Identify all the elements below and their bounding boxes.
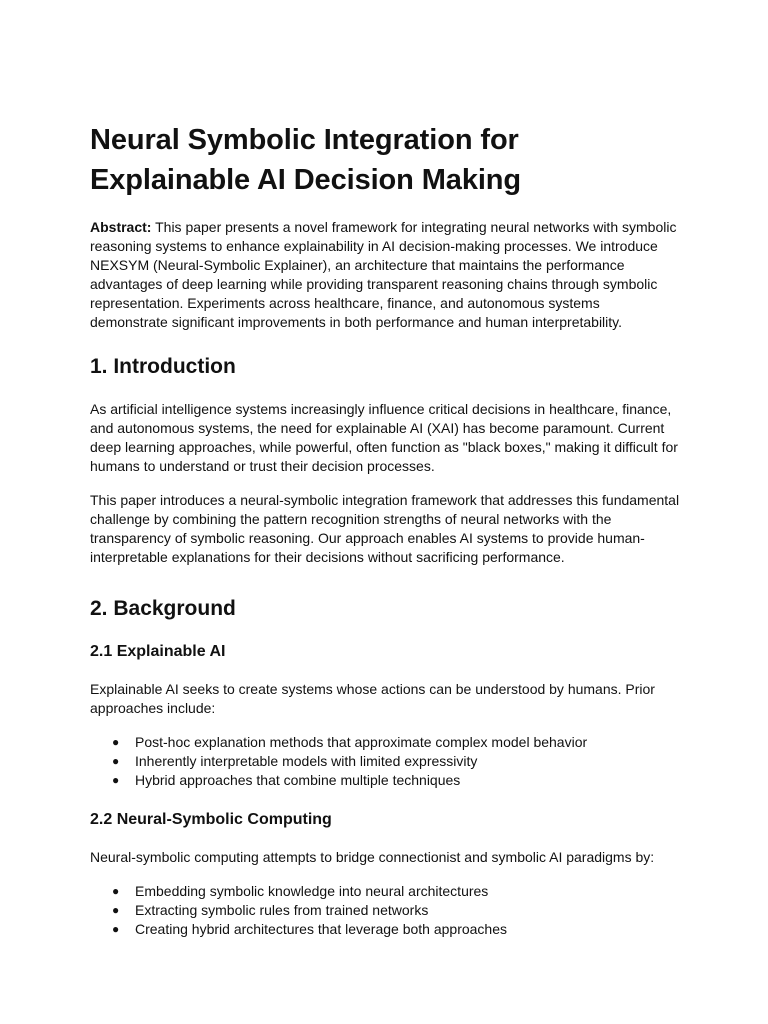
abstract-text: This paper presents a novel framework for integrating neural networks with symbolic reasoning systems to enhance explainability in AI decision-making processes. We introduce NEXSYM (Neural-Symbolic Explainer), an architecture that maintains the performance advantages of deep learning while providing transparent reasoning chains through symbolic representation. Experiments across healthcare, finance, and autonomous systems demonstrate significant improvements in both performance and human interpretability. (90, 219, 677, 330)
list-item: ● Extracting symbolic rules from trained networks (112, 902, 429, 918)
bullet-icon: ● (112, 884, 120, 898)
intro-paragraph-1: As artificial intelligence systems increasingly influence critical decisions in healthcare, finance, and autonomous systems, the need for explainable AI (XAI) has become paramount. Current deep learning approaches, while powerful, often function as "black boxes," making it difficult for humans to understand or trust their decision processes. (90, 401, 678, 474)
list-item: ● Creating hybrid architectures that leverage both approaches (112, 921, 507, 937)
list-item: ● Inherently interpretable models with limited expressivity (112, 753, 478, 769)
abstract (90, 218, 680, 332)
subsection-heading-explainable-ai: 2.1 Explainable AI (90, 643, 226, 660)
subsection-heading-neural-symbolic: 2.2 Neural-Symbolic Computing (90, 811, 332, 828)
bullet-icon: ● (112, 735, 120, 749)
neural-symbolic-list (90, 882, 680, 939)
paper-page (90, 120, 680, 955)
list-item: ● Hybrid approaches that combine multiple techniques (112, 772, 461, 788)
bullet-icon: ● (112, 903, 120, 917)
neural-symbolic-intro: Neural-symbolic computing attempts to bridge connectionist and symbolic AI paradigms by: (90, 849, 655, 865)
explainable-ai-intro: Explainable AI seeks to create systems whose actions can be understood by humans. Prior approaches include: (90, 681, 655, 716)
list-item: ● Post-hoc explanation methods that approximate complex model behavior (112, 734, 588, 750)
bullet-icon: ● (112, 773, 120, 787)
paper-title: Neural Symbolic Integration for Explainable AI Decision Making (90, 124, 522, 196)
list-item: ● Embedding symbolic knowledge into neural architectures (112, 883, 489, 899)
bullet-icon: ● (112, 754, 120, 768)
intro-paragraph-2: This paper introduces a neural-symbolic integration framework that addresses this fundamental challenge by combining the pattern recognition strengths of neural networks with the transparency of symbolic reasoning. Our approach enables AI systems to provide human-interpretable explanations for their decisions without sacrificing performance. (90, 492, 680, 565)
abstract-label: Abstract: (90, 219, 152, 235)
section-heading-background: 2. Background (90, 597, 236, 620)
section-heading-introduction: 1. Introduction (90, 355, 236, 378)
bullet-icon: ● (112, 922, 120, 936)
explainable-ai-list (90, 733, 680, 790)
